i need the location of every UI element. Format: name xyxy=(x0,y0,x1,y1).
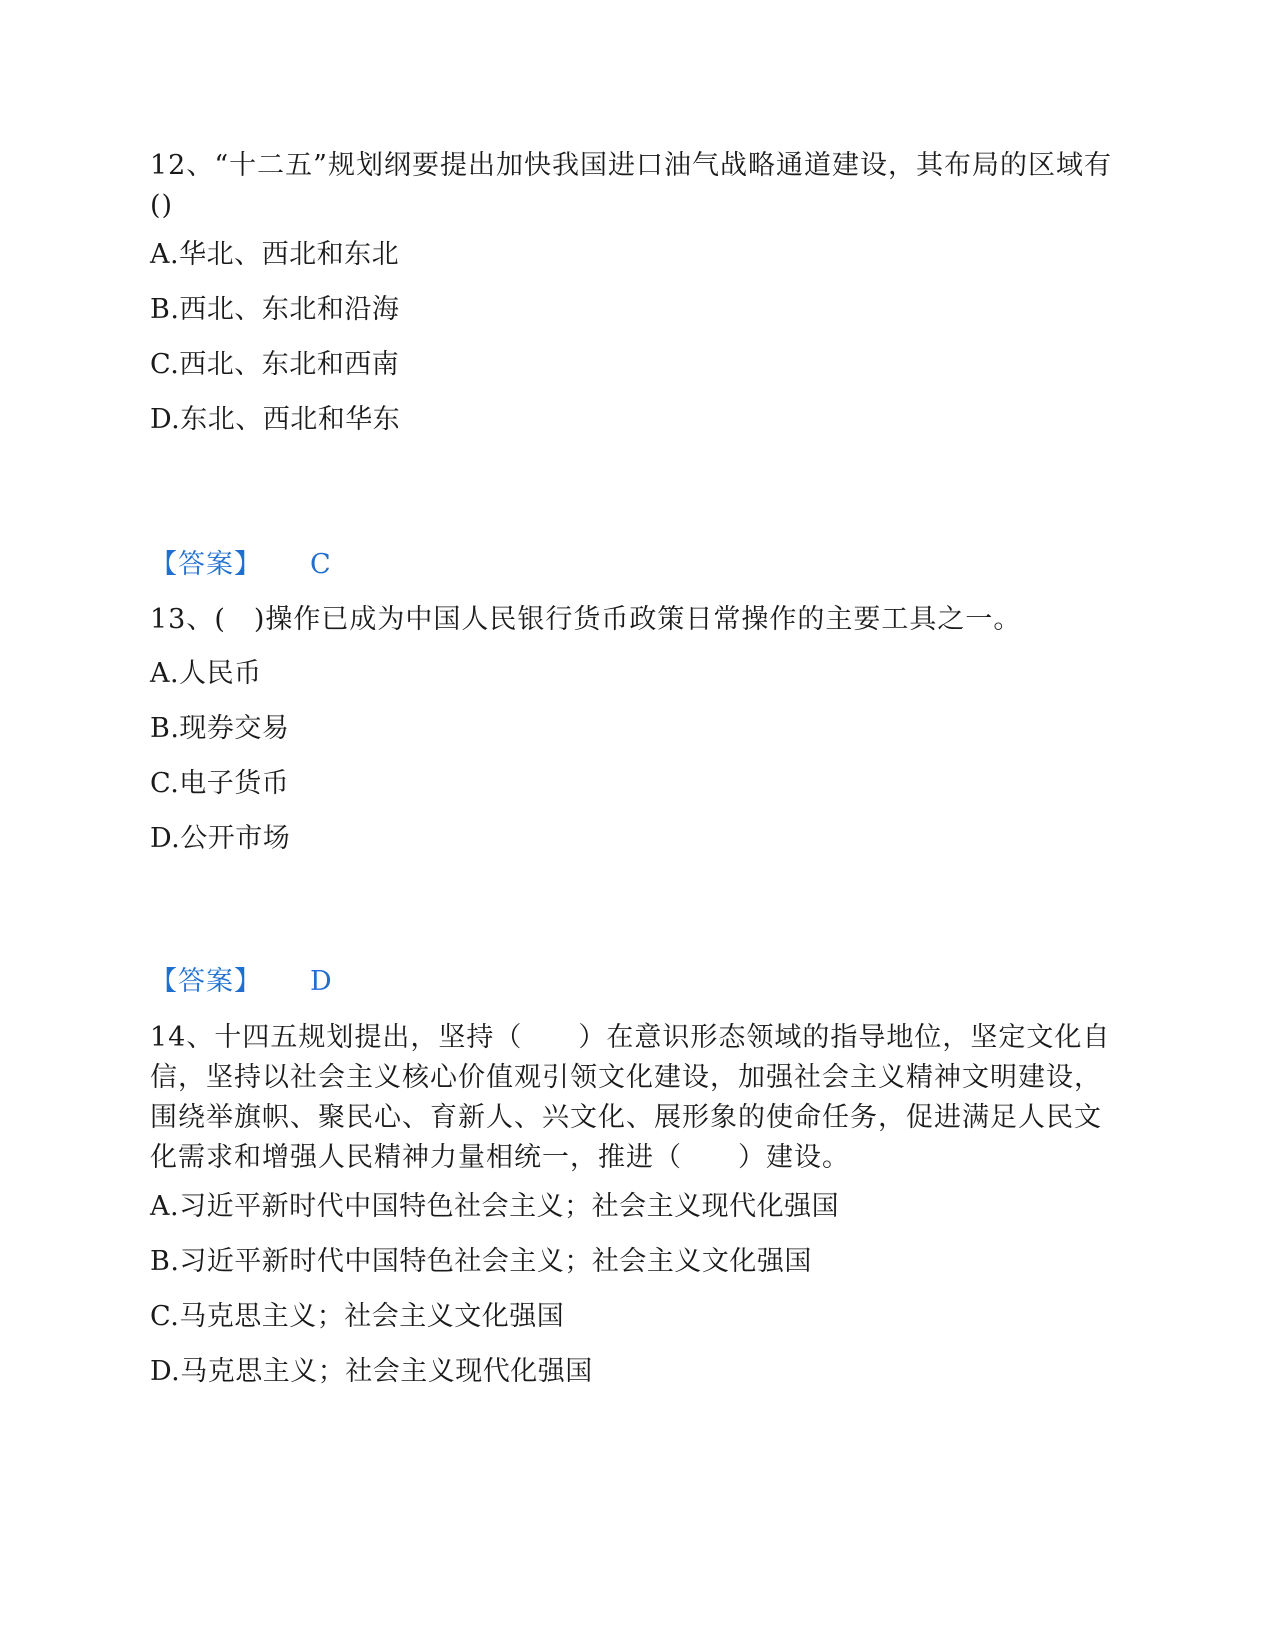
question-14-option-a: A.习近平新时代中国特色社会主义；社会主义现代化强国 xyxy=(150,1191,840,1222)
question-13-option-b: B.现券交易 xyxy=(150,713,290,744)
question-12-option-d: D.东北、西北和华东 xyxy=(150,404,401,435)
answer-value: D xyxy=(310,966,332,997)
question-12-answer xyxy=(150,545,331,585)
answer-value: C xyxy=(310,549,331,580)
question-14-option-d: D.马克思主义；社会主义现代化强国 xyxy=(150,1356,593,1387)
question-13-option-d: D.公开市场 xyxy=(150,823,291,854)
question-12-option-a: A.华北、西北和东北 xyxy=(150,239,400,270)
question-12-option-c: C.西北、东北和西南 xyxy=(150,349,400,380)
question-14-option-c: C.马克思主义；社会主义文化强国 xyxy=(150,1301,565,1332)
question-14-option-b: B.习近平新时代中国特色社会主义；社会主义文化强国 xyxy=(150,1246,812,1277)
question-13-answer xyxy=(150,962,332,1002)
answer-label: 【答案】 xyxy=(150,966,262,997)
question-13-option-a: A.人民币 xyxy=(150,658,262,689)
question-13-stem: 13、( )操作已成为中国人民银行货币政策日常操作的主要工具之一。 xyxy=(150,604,1022,635)
question-12-option-b: B.西北、东北和沿海 xyxy=(150,294,400,325)
question-14-stem: 14、十四五规划提出，坚持（ ）在意识形态领域的指导地位，坚定文化自信，坚持以社会主义核心价值观引领文化建设，加强社会主义精神文明建设，围绕举旗帜、聚民心、育新人、兴文化、展形象的使命任务，促进满足人民文化需求和增强人民精神力量相统一，推进（ ）建设。 xyxy=(150,1022,1111,1173)
question-13-option-c: C.电子货币 xyxy=(150,768,290,799)
question-12-stem: 12、“十二五”规划纲要提出加快我国进口油气战略通道建设，其布局的区域有() xyxy=(150,150,1112,221)
answer-label: 【答案】 xyxy=(150,549,262,580)
